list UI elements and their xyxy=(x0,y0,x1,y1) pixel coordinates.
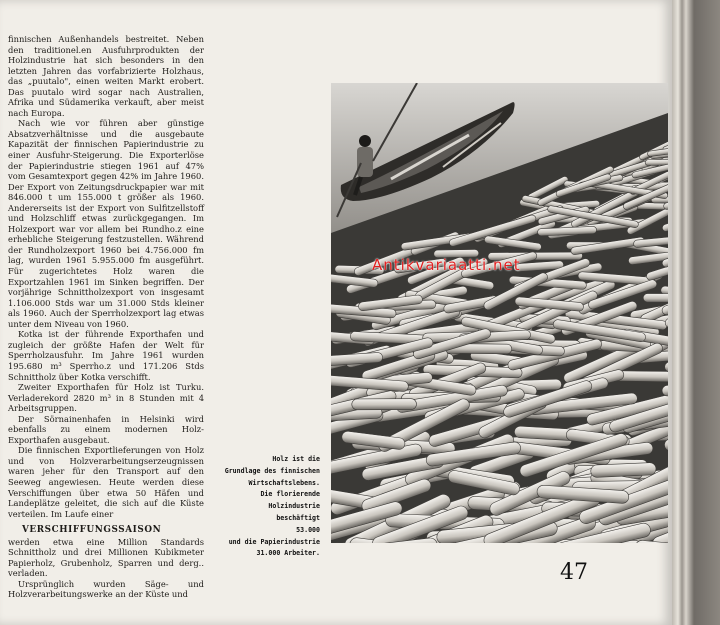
photo-caption xyxy=(222,454,320,560)
section-heading: VERSCHIFFUNGSSAISON xyxy=(22,525,162,536)
log xyxy=(645,159,668,166)
log xyxy=(643,294,668,303)
paragraph: finnischen Außenhandels bestreitet. Neben den traditionel.en Ausfuhrprodukten der Holzindustrie hat sich besonders in den letzten Jahren das vorfabrizierte Holzhaus, das „puutalo", einen weiten Markt erobert. Das puutalo wird sogar nach Australien, Afrika und Südamerika verkauft, aber meist nach Europa. xyxy=(8,34,204,118)
caption-line: 31.000 Arbeiter. xyxy=(256,549,320,558)
paragraph: Die finnischen Exportlieferungen von Holz und von Holzverarbeitungserzeugnissen waren jeher für den Transport auf den Seeweg angewiesen. Heute werden diese Verschiffungen über etwa 50 Häfen und Landeplätze geleitet, die sich auf die Küste verteilen. Im Laufe einer xyxy=(8,445,204,519)
log xyxy=(591,462,657,477)
paragraph: werden etwa eine Million Standards Schnittholz und drei Millionen Kubikmeter Papierholz, Grubenholz, Sparren und derg.. verladen. xyxy=(8,536,204,579)
caption-line: und die Papierindustrie xyxy=(228,537,320,546)
caption-line: Wirtschaftslebens. xyxy=(248,478,320,487)
log-raft-photo xyxy=(331,83,668,543)
paragraph: Kotka ist der führende Exporthafen und zugleich der größte Hafen der Welt für Sperrholzausfuhr. Im Jahre 1961 wurden 195.680 m³ Sperrho.z und 171.206 Stds Schnittholz über Kotka verschifft. xyxy=(8,329,204,382)
paragraph: Nach wie vor führen aber günstige Absatzverhältnisse und die ausgebaute Kapazität der finnischen Papierindustrie zu einer Ausfuhr-Steigerung. Die Exporterlöse der Papierindustrie stiegen 1961 auf 47% vom Gesamtexport gegen 42% im Jahre 1960. Der Export von Zeitungsdruckpapier war mit 846.000 t um 155.000 t größer als 1960. Andererseits ist der Export von Sulfitzellstoff und Holzschliff etwas zurückgegangen. Im Holzexport war vor allem bei Rundho.z eine erhebliche Steigerung festzustellen. Während der Rundholzexport 1960 bei 4.756.000 fm lag, wurden 1961 5.955.000 fm ausgeführt. Für zugerichtetes Holz waren die Exportzahlen 1961 im Sinken begriffen. Der vorjährige Schnittholzexport von insgesamt 1.106.000 Stds war um 31.000 Stds kleiner als 1960. Auch der Sperrholzexport lag etwas unter dem Niveau von 1960. xyxy=(8,118,204,329)
paragraph: Ursprünglich wurden Säge- und Holzverarbeitungswerke an der Küste und xyxy=(8,578,204,600)
paragraph: Zweiter Exporthafen für Holz ist Turku. Verladerekord 2820 m³ in 8 Stunden mit 4 Arbeitsgruppen. xyxy=(8,382,204,414)
caption-line: Holzindustrie beschäftigt xyxy=(268,502,320,522)
page-edge xyxy=(672,0,720,625)
caption-line: 53.000 xyxy=(296,525,320,534)
paragraph: Der Sörnainenhafen in Helsinki wird ebenfalls zu einem modernen Holz-Exporthafen ausgebaut. xyxy=(8,413,204,445)
caption-line: Grundlage des finnischen xyxy=(224,466,320,475)
caption-line: Die florierende xyxy=(260,490,320,499)
log xyxy=(352,399,417,410)
log-raft-image xyxy=(331,83,668,543)
caption-line: Holz ist die xyxy=(272,455,320,463)
watermark-text: Antikvariaatti.net xyxy=(372,256,521,274)
text-column xyxy=(8,34,204,600)
page-number: 47 xyxy=(560,560,588,585)
